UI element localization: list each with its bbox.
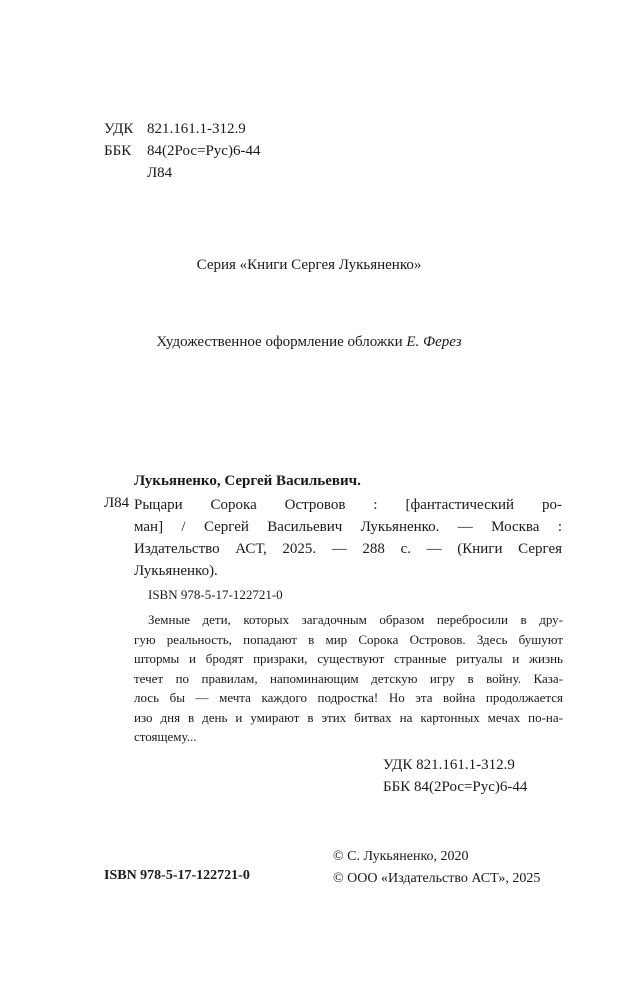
- annotation-line: течет по правилам, напоминающим детскую игру в войну. Каза-: [134, 670, 563, 686]
- classification-codes: [104, 118, 260, 184]
- annotation: [134, 610, 563, 747]
- bbk-value: 84(2Рос=Рус)6-44: [147, 143, 261, 159]
- record-author: Лукьяненко, Сергей Васильевич.: [134, 473, 361, 489]
- udk-value: 821.161.1-312.9: [147, 121, 246, 137]
- record-line: ман] / Сергей Васильевич Лукьяненко. — Москва :: [134, 519, 562, 535]
- record-line: Рыцари Сорока Островов : [фантастический ро-: [134, 497, 562, 513]
- record-line: Лукьяненко).: [134, 563, 218, 579]
- record-entry: [134, 494, 562, 582]
- annotation-line: гую реальность, попадают в мир Сорока Островов. Здесь бушуют: [134, 631, 563, 647]
- design-credit-text: Художественное оформление обложки: [156, 334, 407, 350]
- udk-row: [104, 118, 260, 140]
- annotation-line: штормы и бродят призраки, существуют странные ритуалы и жизнь: [134, 651, 563, 666]
- udk-label: УДК: [104, 121, 134, 137]
- annotation-line: лось бы — мечта каждого подростка! Но эта война продолжается: [134, 690, 563, 705]
- copyright-author: © С. Лукьяненко, 2020: [333, 849, 469, 864]
- record-isbn: ISBN 978-5-17-122721-0: [148, 587, 283, 602]
- author-mark: Л84: [147, 165, 173, 181]
- annotation-line: Земные дети, которых загадочным образом перебросили в дру-: [148, 612, 563, 627]
- copyright-publisher: © ООО «Издательство АСТ», 2025: [333, 871, 541, 886]
- footer-isbn: ISBN 978-5-17-122721-0: [104, 868, 250, 883]
- series-line: Серия «Книги Сергея Лукьяненко»: [196, 257, 422, 273]
- annotation-line: изо дня в день и умирают в этих битвах на картонных мечах по-на-: [134, 709, 563, 725]
- copyright-block: [333, 846, 540, 890]
- bottom-classification-codes: [383, 754, 527, 798]
- design-credit: [0, 333, 618, 351]
- bbk-label: ББК: [104, 143, 132, 159]
- bottom-udk: УДК 821.161.1-312.9: [383, 757, 515, 773]
- record-mark: Л84: [104, 495, 130, 511]
- bottom-bbk: ББК 84(2Рос=Рус)6-44: [383, 779, 528, 795]
- bbk-row: [104, 140, 260, 162]
- annotation-line: стоящему...: [134, 729, 197, 744]
- record-line: Издательство АСТ, 2025. — 288 с. — (Книги Сергея: [134, 541, 562, 557]
- design-credit-artist: Е. Ферез: [406, 334, 462, 350]
